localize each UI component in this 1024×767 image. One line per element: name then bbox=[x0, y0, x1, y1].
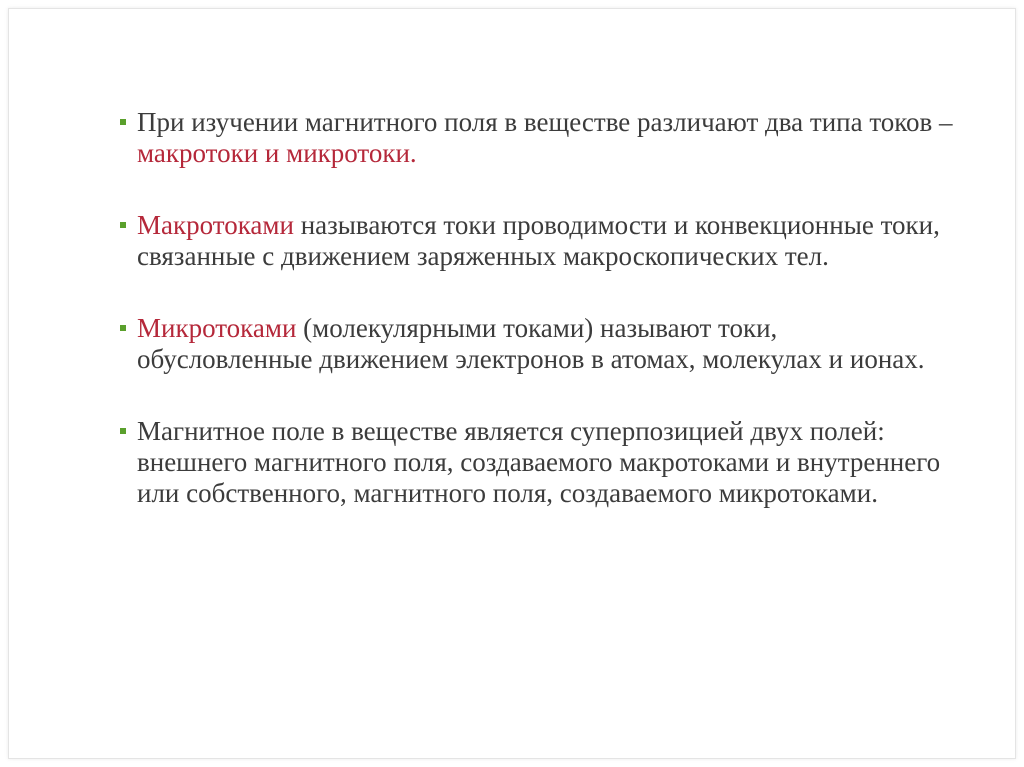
bullet-2-text: называются токи проводимости и конвекционные токи, связанные с движением заряженных макроскопических тел. bbox=[137, 210, 940, 271]
bullet-item-1 bbox=[117, 107, 957, 169]
square-bullet-icon bbox=[120, 222, 126, 228]
slide bbox=[8, 8, 1016, 759]
bullet-3-accent: Микротоками bbox=[137, 313, 297, 343]
bullet-item-3 bbox=[117, 313, 957, 375]
square-bullet-icon bbox=[120, 325, 126, 331]
bullet-2-accent: Макротоками bbox=[137, 210, 294, 240]
bullet-3-text: (молекулярными токами) называют токи, обусловленные движением электронов в атомах, молекулах и ионах. bbox=[137, 313, 925, 374]
bullet-1-accent: макротоки и микротоки. bbox=[137, 138, 417, 168]
bullet-1-text: При изучении магнитного поля в веществе различают два типа токов – bbox=[137, 107, 953, 137]
slide-content bbox=[117, 107, 957, 509]
bullet-item-4 bbox=[117, 416, 957, 509]
bullet-item-2 bbox=[117, 210, 957, 272]
bullet-4-text: Магнитное поле в веществе является суперпозицией двух полей: внешнего магнитного поля, создаваемого макротоками и внутреннего или собственного, магнитного поля, создаваемого микротоками. bbox=[137, 416, 941, 508]
square-bullet-icon bbox=[120, 119, 126, 125]
square-bullet-icon bbox=[120, 428, 126, 434]
